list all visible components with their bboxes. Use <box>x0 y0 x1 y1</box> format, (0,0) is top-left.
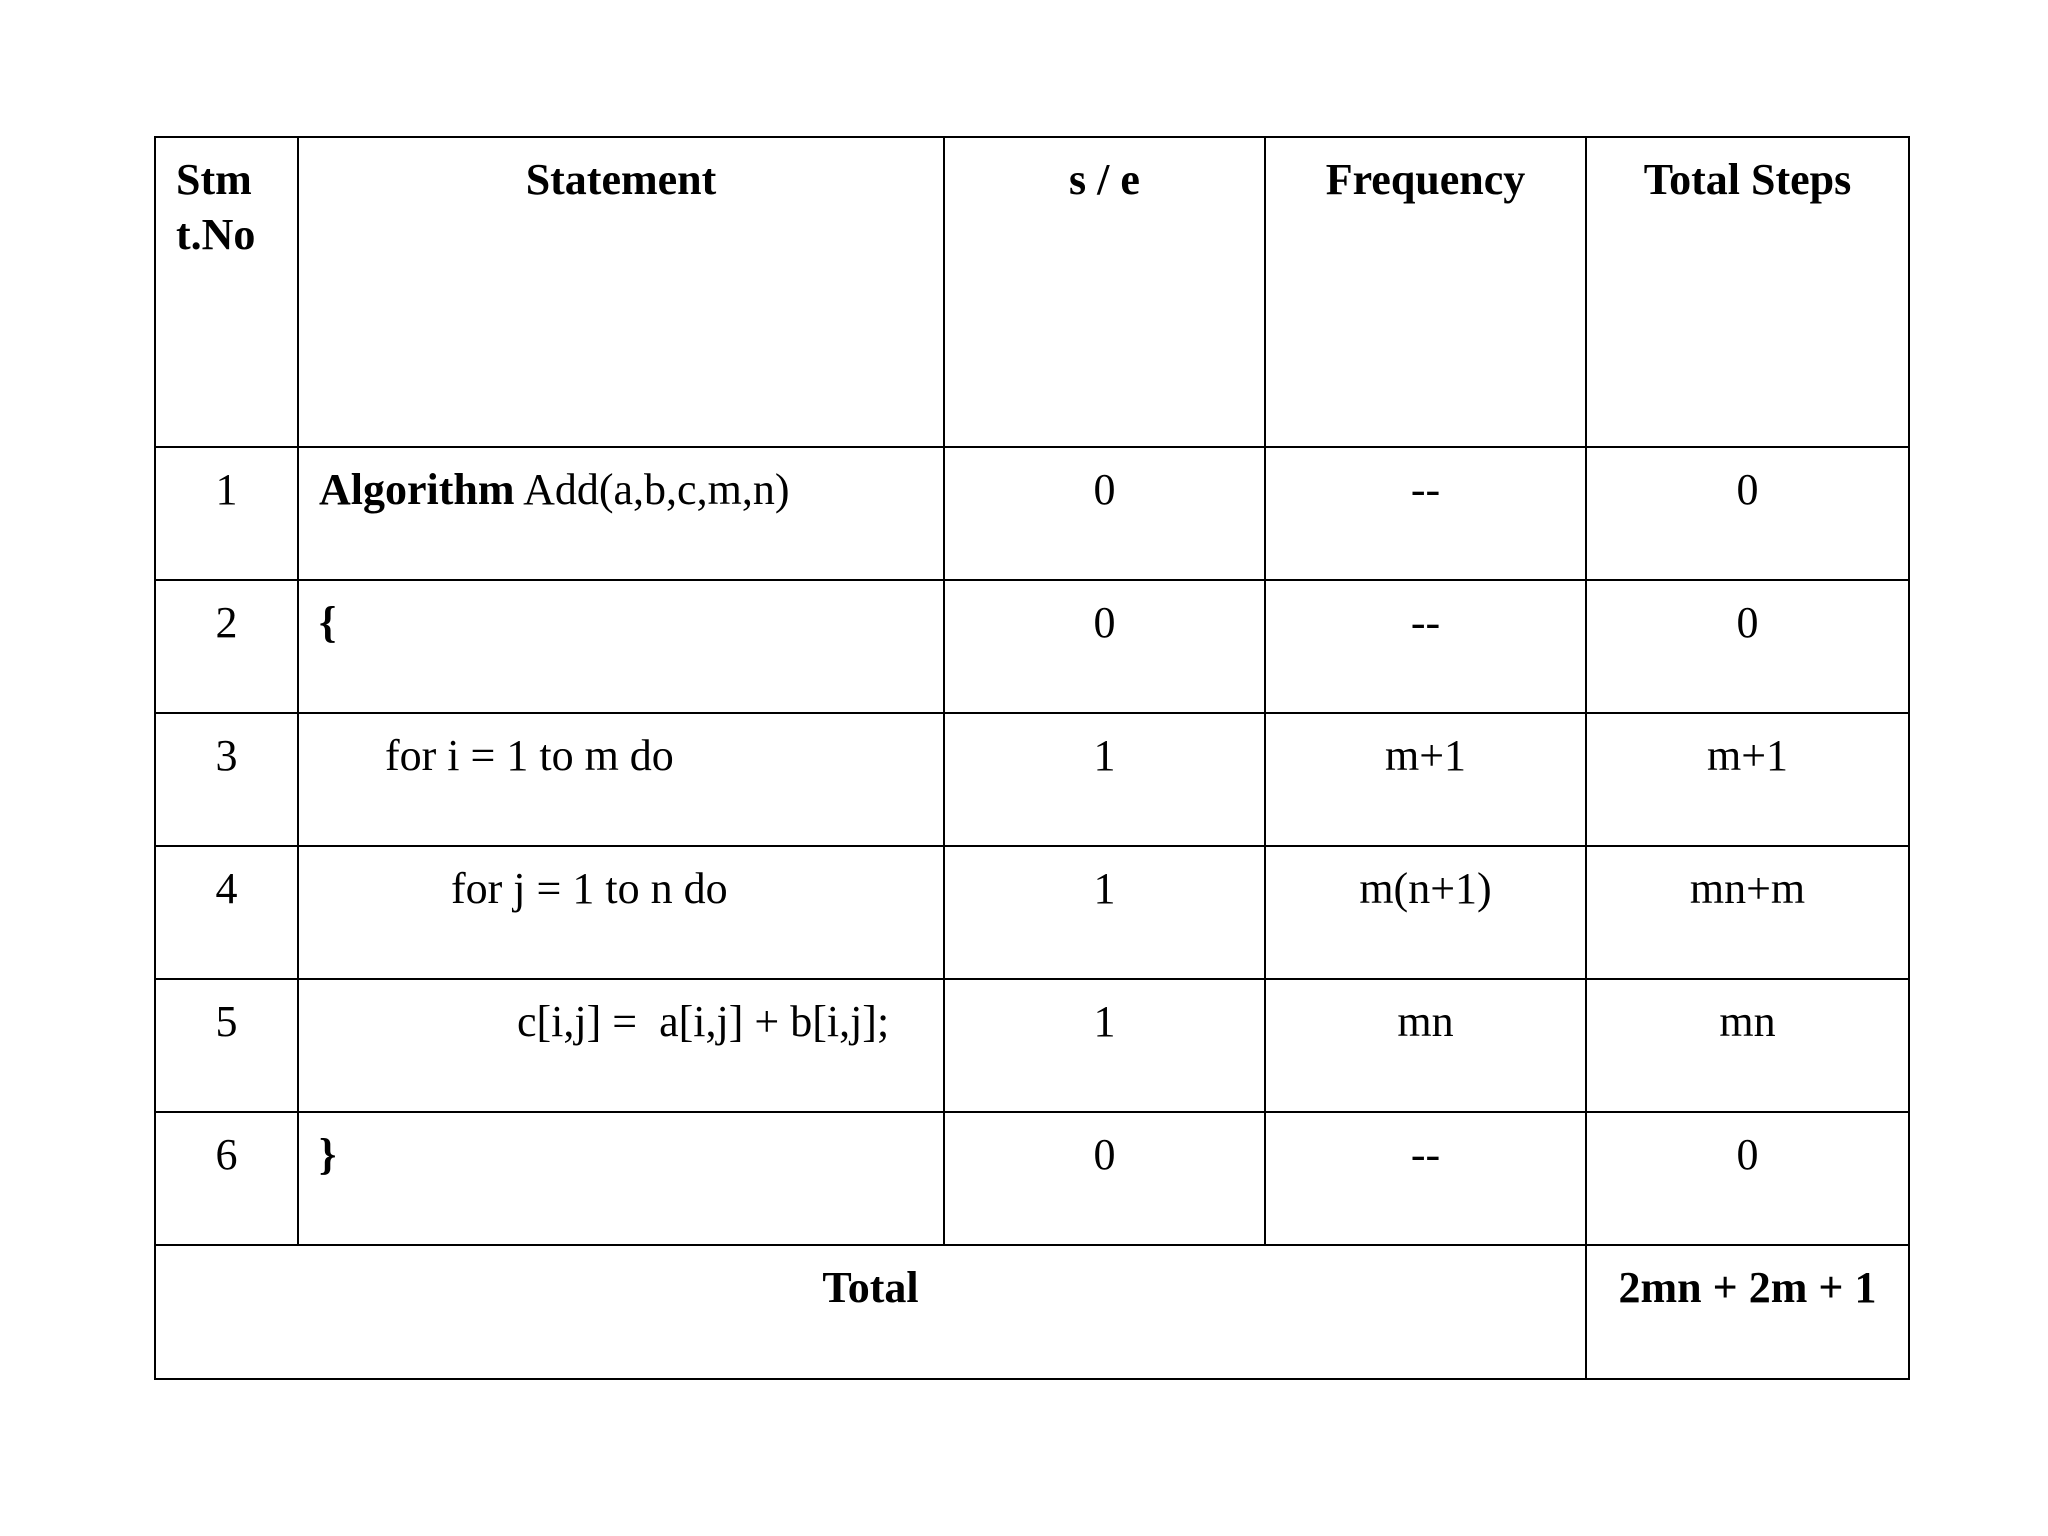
header-statement: Statement <box>298 137 944 447</box>
frequency-cell: m+1 <box>1265 713 1586 846</box>
total-steps-cell: mn+m <box>1586 846 1909 979</box>
statement-cell: for i = 1 to m do <box>298 713 944 846</box>
frequency-cell: m(n+1) <box>1265 846 1586 979</box>
statement-cell: } <box>298 1112 944 1245</box>
stmt-no-cell: 5 <box>155 979 298 1112</box>
table-row <box>155 713 1909 846</box>
se-cell: 0 <box>944 580 1265 713</box>
table-row <box>155 979 1909 1112</box>
total-steps-cell: mn <box>1586 979 1909 1112</box>
statement-cell: c[i,j] = a[i,j] + b[i,j]; <box>298 979 944 1112</box>
total-value: 2mn + 2m + 1 <box>1586 1245 1909 1379</box>
stmt-no-cell: 6 <box>155 1112 298 1245</box>
se-cell: 1 <box>944 979 1265 1112</box>
statement-cell: for j = 1 to n do <box>298 846 944 979</box>
step-count-table <box>154 136 1910 1380</box>
total-steps-cell: m+1 <box>1586 713 1909 846</box>
header-row <box>155 137 1909 447</box>
header-se: s / e <box>944 137 1265 447</box>
se-cell: 1 <box>944 713 1265 846</box>
statement-cell: { <box>298 580 944 713</box>
frequency-cell: -- <box>1265 580 1586 713</box>
total-steps-cell: 0 <box>1586 447 1909 580</box>
table-row <box>155 580 1909 713</box>
table-row <box>155 447 1909 580</box>
header-stmt-no: Stmt.No <box>155 137 298 447</box>
frequency-cell: -- <box>1265 1112 1586 1245</box>
header-frequency: Frequency <box>1265 137 1586 447</box>
total-row <box>155 1245 1909 1379</box>
se-cell: 0 <box>944 447 1265 580</box>
stmt-no-cell: 1 <box>155 447 298 580</box>
statement-text: Add(a,b,c,m,n) <box>514 465 790 514</box>
se-cell: 1 <box>944 846 1265 979</box>
stmt-no-cell: 4 <box>155 846 298 979</box>
statement-cell <box>298 447 944 580</box>
total-steps-cell: 0 <box>1586 580 1909 713</box>
se-cell: 0 <box>944 1112 1265 1245</box>
stmt-no-cell: 3 <box>155 713 298 846</box>
statement-keyword: Algorithm <box>319 465 515 514</box>
header-total-steps: Total Steps <box>1586 137 1909 447</box>
table-row <box>155 846 1909 979</box>
total-label: Total <box>155 1245 1586 1379</box>
total-steps-cell: 0 <box>1586 1112 1909 1245</box>
stmt-no-cell: 2 <box>155 580 298 713</box>
frequency-cell: mn <box>1265 979 1586 1112</box>
table-row <box>155 1112 1909 1245</box>
frequency-cell: -- <box>1265 447 1586 580</box>
